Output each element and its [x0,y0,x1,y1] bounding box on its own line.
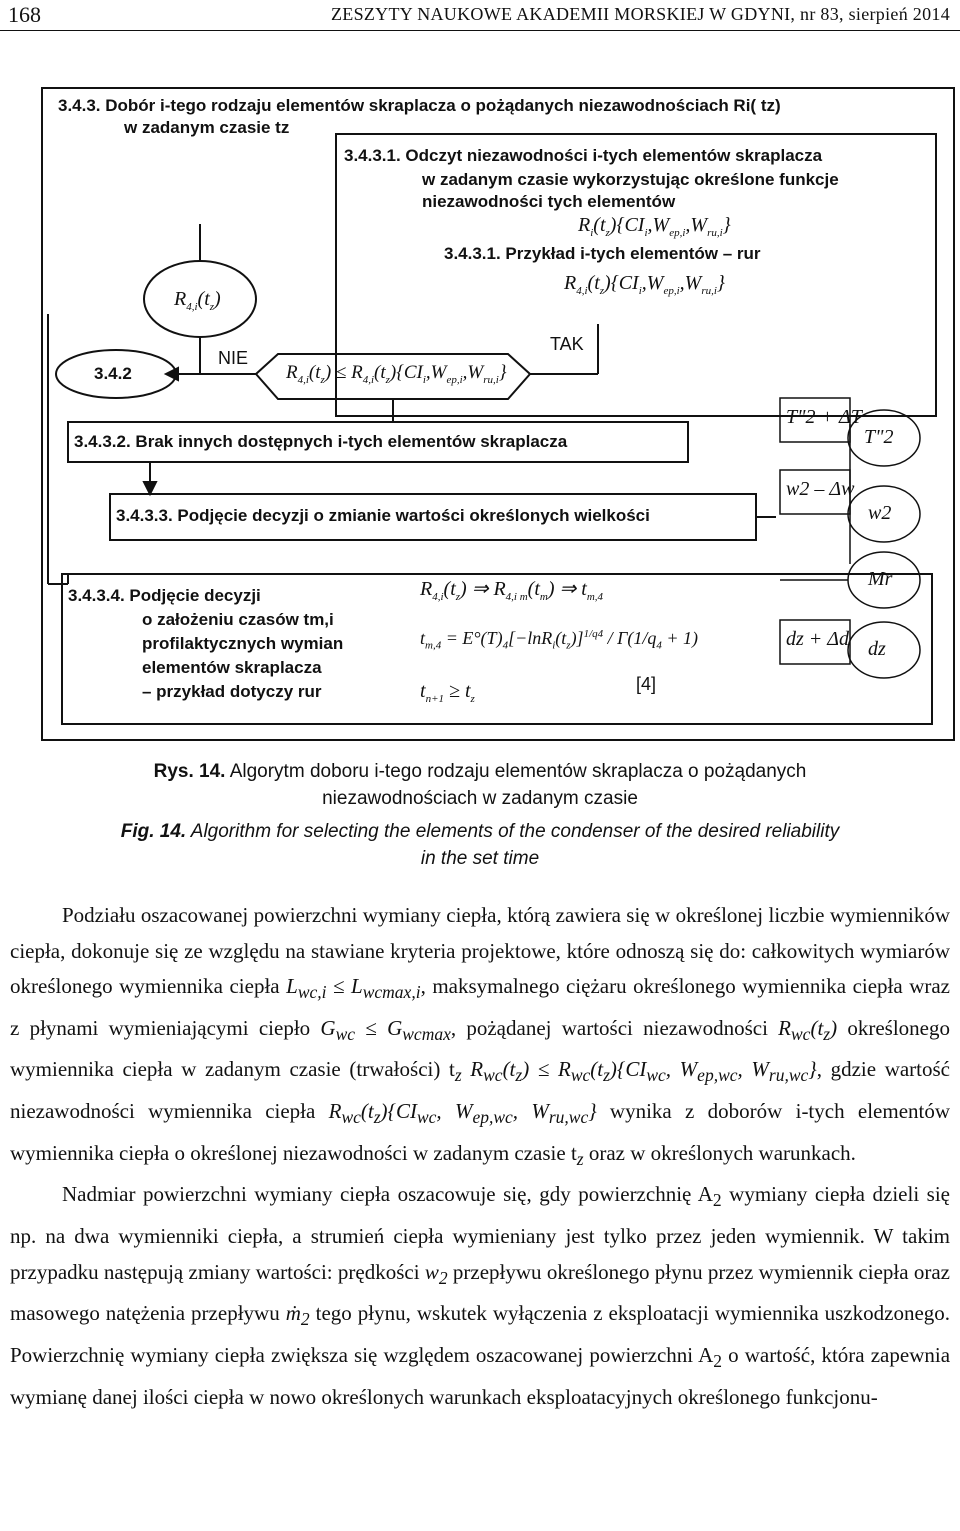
box-3431-line1: 3.4.3.1. Odczyt niezawodności i-tych elementów skraplacza [344,146,823,165]
paragraph-1: Podziału oszacowanej powierzchni wymiany ciepła, którą zawiera się w określonej liczbie wymienników ciepła, dokonuje się ze względu na stawiane kryteria projektowe, które odnoszą się do: całkowitych wymiarów określonego wymiennika ciepła $L_{wc,i} \le L_{wcmax,i}$, maksymalnego ciężaru określonego wymiennika ciepła wraz z płynami wymieniającymi ciepło $G_{wc} \le G_{wcmax}$, pożądanej wartości niezawodności $R_{wc}(t_z)$ określonego wymiennika ciepła w zadanym czasie (trwałości) $t_z$ $R_{wc}(t_z) \le R_{wc}(t_z)\{CI_{wc}$, $W_{ep,wc}$, $W_{ru,wc}$}, gdzie wartość niezawodności wymiennika ciepła $R_{wc}(t_z)\{CI_{wc}$, $W_{ep,wc}$, $W_{ru,wc}$} wynika z doborów i-tych elementów wymiennika ciepła o określonej niezawodności w zadanym czasie $t_z$ oraz w określonych warunkach. [10,903,951,1169]
right-w: w2 [868,502,892,524]
paragraph-2: Nadmiar powierzchni wymiany ciepła oszacowuje się, gdy powierzchnię $A_2$ wymiany ciepła dzieli się np. na dwa wymienniki ciepła, a strumień ciepła wymieniany jest tylko przez jeden wymiennik. W takim przypadku następują zmiany wartości: prędkości $w_2$ przepływu określonego płynu przez wymiennik ciepła oraz masowego natężenia przepływu ṁ$_2$ tego płynu, wskutek wyłączenia z eksploatacji wymiennika uszkodzonego. Powierzchnię wymiany ciepła zwiększa się względem oszacowanej powierzchni $A_2$ o wartość, która zapewnia wymianę danej ilości ciepła w nowo określonych warunkach eksploatacyjnych określonego funkcjonu- [10,1182,951,1409]
right-m: Mr [868,568,893,590]
caption-pl-line2: niezawodnościach w zadanym czasie [322,788,638,809]
label-tak: TAK [550,334,584,354]
caption-en [0,818,960,845]
inline-m2: ṁ$_2$ [285,1301,310,1330]
circle-r4i: $R_{4,i}(t_z)$ [174,288,221,313]
inline-formula-g: $G_{wc} \le G_{wcmax}$ [320,1015,451,1044]
header-rule [0,30,960,31]
right-t: T"2 [864,426,894,448]
p2-part-e: o wartość, która zapewnia wymianę danej ilości ciepła w nowo określonych warunkach eksploatacyjnych określonego funkcjonu- [10,1343,951,1409]
label-nie: NIE [218,348,249,368]
page-number: 168 [8,2,41,27]
p2-part-d: tego płynu, wskutek wyłączenia z eksploatacji wymiennika uszkodzonego. Powierzchnię wymiany ciepła zwiększa się względem oszacowanej powierzchni A [10,1301,951,1367]
box-3431-line3: niezawodności tych elementów [422,192,676,211]
formula-implication: $R_{4,i}(t_z)$ ⇒ $R_{4,i m}(t_m)$ ⇒ $t_{m,4}$ [420,578,604,603]
inline-formula-l: $L_{wc,i} \le L_{wcmax,i}$ [286,974,421,1003]
caption-en-text: Algorithm for selecting the elements of the condenser of the desired reliability [190,821,840,842]
formula-condition: $R_{4,i}(t_z) \le R_{4,i}(t_z)\{CI_i,W_{ep,i},W_{ru,i}\}$ [286,362,507,386]
box-3434-line1: 3.4.3.4. Podjęcie decyzji [68,586,261,605]
box-3434-line2: o założeniu czasów tm,i [142,610,334,629]
p1-part-g: oraz w określonych warunkach. [588,1140,856,1165]
right-t-change: T"2 + ΔT [786,406,862,428]
caption-pl [0,758,960,785]
formula-ri: $R_i(t_z)\{CI_i,W_{ep,i},W_{ru,i}\}$ [578,214,731,239]
caption-en-line2: in the set time [420,848,540,869]
p1-part-d: określonego wymiennika ciepła w zadanym czasie (trwałości) t [10,1015,950,1082]
right-d-change: dz + Δd [786,628,850,650]
p2-part-b: wymiany ciepła dzieli się np. na dwa wymienniki ciepła, a strumień ciepła wymieniany jest tylko przez jeden wymiennik. W takim przypadku następują zmiany wartości: prędkości [10,1182,951,1284]
right-w-change: w2 – Δw [786,478,855,500]
box-3434-line3: profilaktycznych wymian [142,634,344,653]
example-label: 3.4.3.1. Przykład i-tych elementów – rur [444,244,761,263]
running-header [0,0,960,30]
caption-en-label: Fig. 14. [120,821,187,842]
p1-part-c: , pożądanej wartości niezawodności [450,1015,768,1040]
formula-tm: $t_{m,4} = E^\circ(T)_4[-\ln R_i(t_z)]^{1/q4} / \Gamma(1/q_4 + 1)$ [420,628,699,652]
box-3434-line5: – przykład dotyczy rur [142,682,322,701]
p1-part-e: , gdzie wartość niezawodności wymiennika ciepła [10,1057,950,1124]
p1-part-a: Podziału oszacowanej powierzchni wymiany ciepła, którą zawiera się w określonej liczbie wymienników ciepła, dokonuje się ze względu na stawiane kryteria projektowe, które odnoszą się do: całkowitych wymiarów określonego wymiennika ciepła [10,903,950,998]
inline-formula-rwc-set: $R_{wc}(t_z)\{CI_{wc}$, $W_{ep,wc}$, $W_{ru,wc}$} [328,1099,597,1128]
box-3431-line2: w zadanym czasie wykorzystując określone funkcje [422,170,839,189]
formula-tn: $t_{n+1} \ge t_z$ [420,680,475,705]
inline-formula-rwc-cond: $R_{wc}(t_z) \le R_{wc}(t_z)\{CI_{wc}$, $W_{ep,wc}$, $W_{ru,wc}$} [470,1057,817,1086]
main-title-line1: 3.4.3. Dobór i-tego rodzaju elementów skraplacza o pożądanych niezawodnościach Ri( tz) [58,96,781,115]
caption-pl-label: Rys. 14. [153,761,226,782]
caption-pl-text: Algorytm doboru i-tego rodzaju elementów skraplacza o pożądanych [229,761,807,782]
inline-formula-rwc: $R_{wc}(t_z)$ [778,1015,838,1044]
journal-title: ZESZYTY NAUKOWE AKADEMII MORSKIEJ W GDYNI, nr 83, sierpień 2014 [330,4,950,24]
right-d: dz [868,638,886,660]
box-3432-label: 3.4.3.2. Brak innych dostępnych i-tych elementów skraplacza [74,432,568,451]
p1-part-b: , maksymalnego ciężaru określonego wymiennika ciepła wraz z płynami wymieniającymi ciepło [10,974,951,1040]
main-title-line2: w zadanym czasie tz [124,118,290,137]
p2-part-c: przepływu określonego płynu przez wymiennik ciepła oraz masowego natężenia przepływu [10,1259,950,1326]
reference-label: [4] [636,674,657,694]
p2-part-a: Nadmiar powierzchni wymiany ciepła oszacowuje się, gdy powierzchnię A [62,1182,713,1207]
body-text [10,898,950,1415]
formula-r4i: $R_{4,i}(t_z)\{CI_i,W_{ep,i},W_{ru,i}\}$ [564,272,725,297]
inline-w2: $w_2$ [424,1259,448,1288]
box-3433-label: 3.4.3.3. Podjęcie decyzji o zmianie wartości określonych wielkości [116,506,650,525]
p1-part-f: wynika z doborów i-tych elementów wymiennika ciepła o określonej niezawodności w zadanym czasie t [10,1099,951,1165]
box-3434-line4: elementów skraplacza [142,658,322,677]
box-342-label: 3.4.2 [94,364,132,383]
flowchart-figure [38,84,958,744]
